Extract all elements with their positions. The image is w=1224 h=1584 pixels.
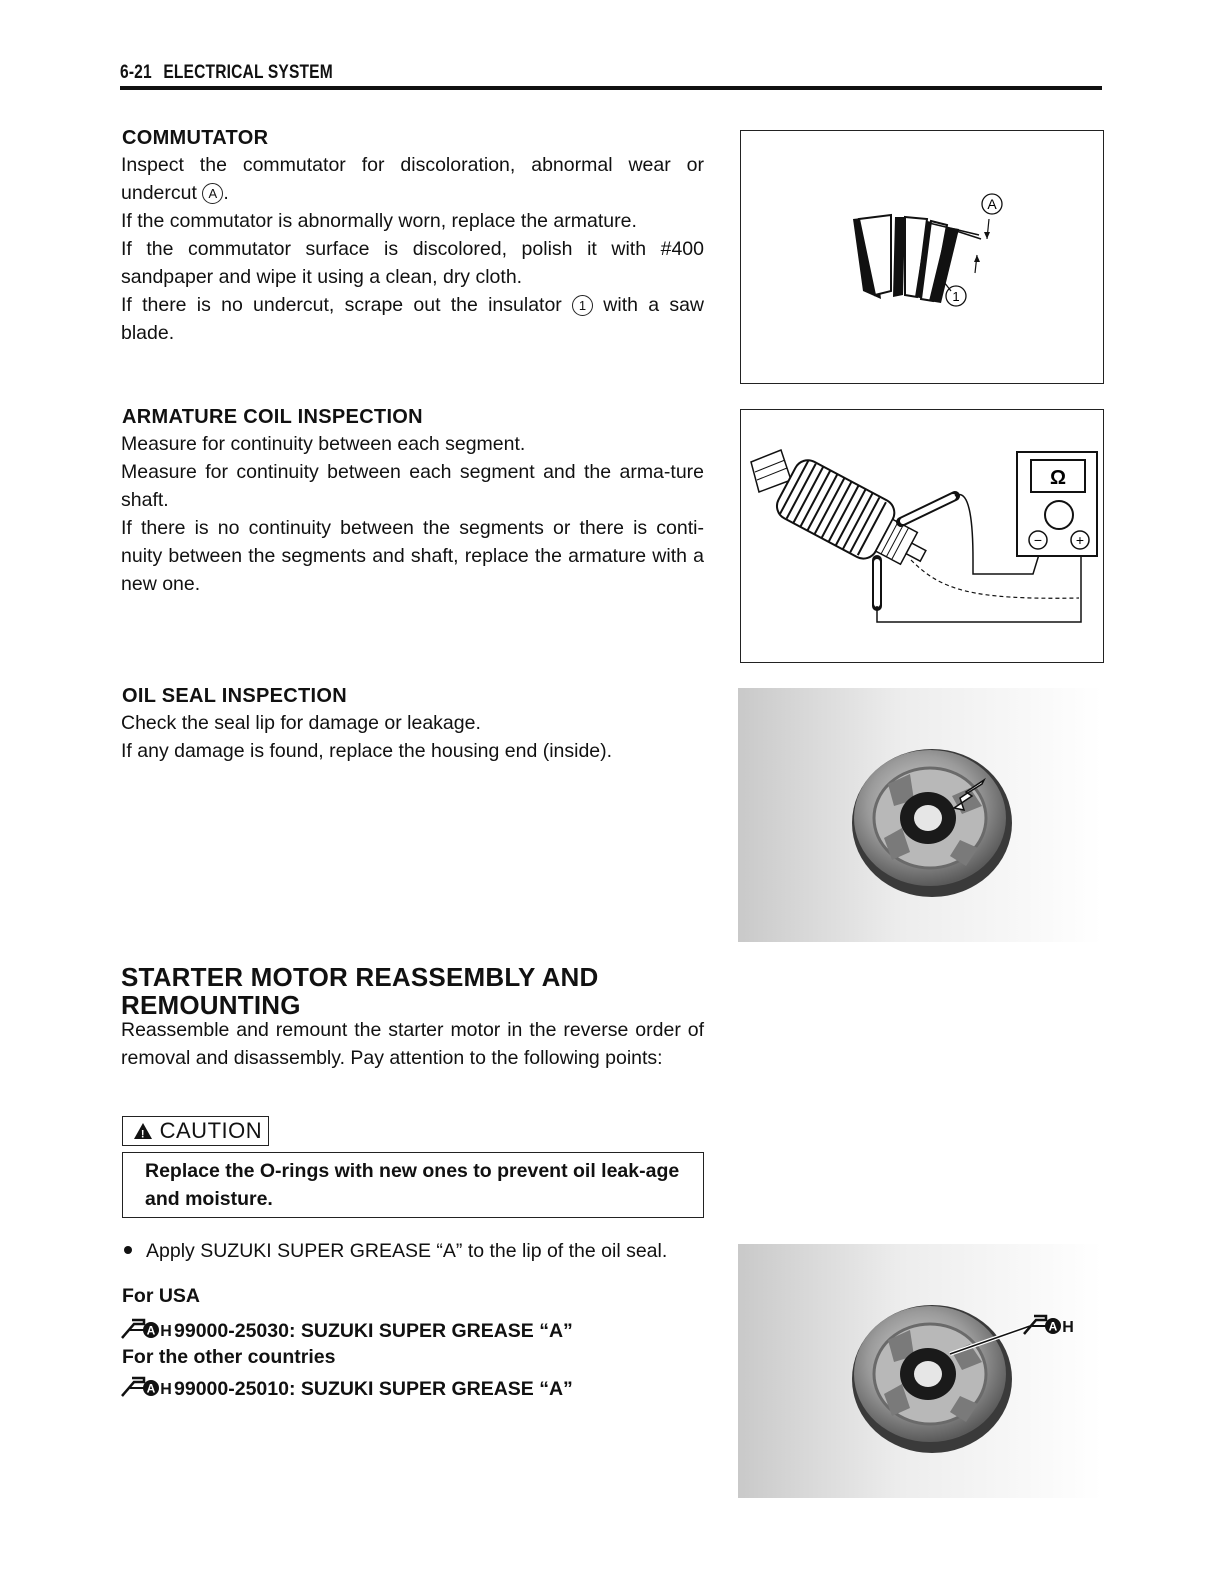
ref-1-marker: 1	[572, 295, 593, 316]
oil-seal-line-1: Check the seal lip for damage or leakage.	[121, 712, 481, 734]
reassembly-text: Reassemble and remount the starter motor in the reverse order of removal and disassembly. Pay attention to the following points:	[121, 1019, 704, 1069]
bullet-item	[122, 1240, 667, 1263]
text-run: with a saw blade.	[121, 294, 704, 344]
other-part	[120, 1374, 573, 1401]
armature-line-2: Measure for continuity between each segment and the arma-ture shaft.	[121, 461, 704, 511]
commutator-line-3: If the commutator surface is discolored, polish it with #400 sandpaper and wipe it using a clean, dry cloth.	[121, 238, 704, 288]
caution-label	[122, 1116, 269, 1146]
warning-icon	[133, 1122, 153, 1140]
text-run: Inspect the commutator for discoloration, abnormal wear or undercut	[121, 154, 704, 204]
page-header	[120, 62, 344, 84]
label-1: 1	[952, 289, 960, 304]
commutator-line-2: If the commutator is abnormally worn, replace the armature.	[121, 210, 637, 232]
usa-label: For USA	[122, 1285, 200, 1307]
text-run: If there is no undercut, scrape out the insulator	[121, 294, 573, 316]
armature-line-1: Measure for continuity between each segment.	[121, 433, 526, 455]
armature-diagram	[741, 410, 1103, 662]
label-a: A	[987, 196, 997, 212]
bullet-text: Apply SUZUKI SUPER GREASE “A” to the lip of the oil seal.	[146, 1240, 668, 1262]
commutator-line-4	[121, 291, 704, 347]
commutator-title: COMMUTATOR	[122, 127, 269, 149]
oil-seal-photo-graphic	[738, 688, 1102, 942]
grease-icon-suffix: H	[160, 1381, 172, 1398]
grease-icon-letter: A	[146, 1323, 156, 1338]
usa-part	[120, 1316, 573, 1343]
armature-text	[121, 430, 704, 598]
ohm-symbol: Ω	[1049, 467, 1067, 489]
commutator-figure	[740, 130, 1104, 384]
armature-figure	[740, 409, 1104, 663]
text-run: .	[223, 182, 229, 204]
caution-box: Replace the O-rings with new ones to prevent oil leak-age and moisture.	[122, 1152, 704, 1218]
other-label: For the other countries	[122, 1346, 336, 1368]
caution-label-text: CAUTION	[159, 1118, 263, 1143]
armature-line-3: If there is no continuity between the segments or there is conti-nuity between the segments and shaft, replace the armature with a new one.	[121, 517, 704, 595]
oil-seal-line-2: If any damage is found, replace the housing end (inside).	[121, 740, 613, 762]
grease-icon	[120, 1374, 172, 1398]
armature-title: ARMATURE COIL INSPECTION	[122, 406, 423, 428]
other-part-text: 99000-25010: SUZUKI SUPER GREASE “A”	[174, 1378, 573, 1400]
grease-photo-graphic	[738, 1244, 1102, 1498]
reassembly-title-line-2: REMOUNTING	[121, 990, 301, 1020]
plus-label: +	[1075, 532, 1085, 548]
warning-icon-mark: !	[140, 1128, 146, 1140]
oil-seal-photo	[738, 688, 1102, 942]
reassembly-title-line-1: STARTER MOTOR REASSEMBLY AND	[121, 962, 599, 992]
commutator-diagram	[741, 131, 1103, 383]
grease-photo	[738, 1244, 1102, 1498]
minus-label: −	[1033, 532, 1043, 548]
bullet-dot	[124, 1246, 132, 1254]
grease-icon-suffix: H	[160, 1323, 172, 1340]
reassembly-title	[121, 963, 721, 1019]
meter-dial	[1045, 501, 1073, 529]
page-number: 6-21	[120, 62, 152, 83]
section-title: ELECTRICAL SYSTEM	[163, 62, 333, 83]
commutator-text	[121, 151, 704, 347]
grease-icon-letter: A	[146, 1381, 156, 1396]
oil-seal-title: OIL SEAL INSPECTION	[122, 685, 347, 707]
grease-icon	[120, 1316, 172, 1340]
grease-callout-suffix: H	[1062, 1319, 1074, 1336]
usa-part-text: 99000-25030: SUZUKI SUPER GREASE “A”	[174, 1320, 573, 1342]
header-rule	[120, 86, 1102, 90]
ref-a-marker: A	[202, 183, 223, 204]
grease-callout-letter: A	[1048, 1319, 1058, 1334]
oil-seal-text	[121, 709, 704, 765]
commutator-line-1	[121, 151, 704, 207]
